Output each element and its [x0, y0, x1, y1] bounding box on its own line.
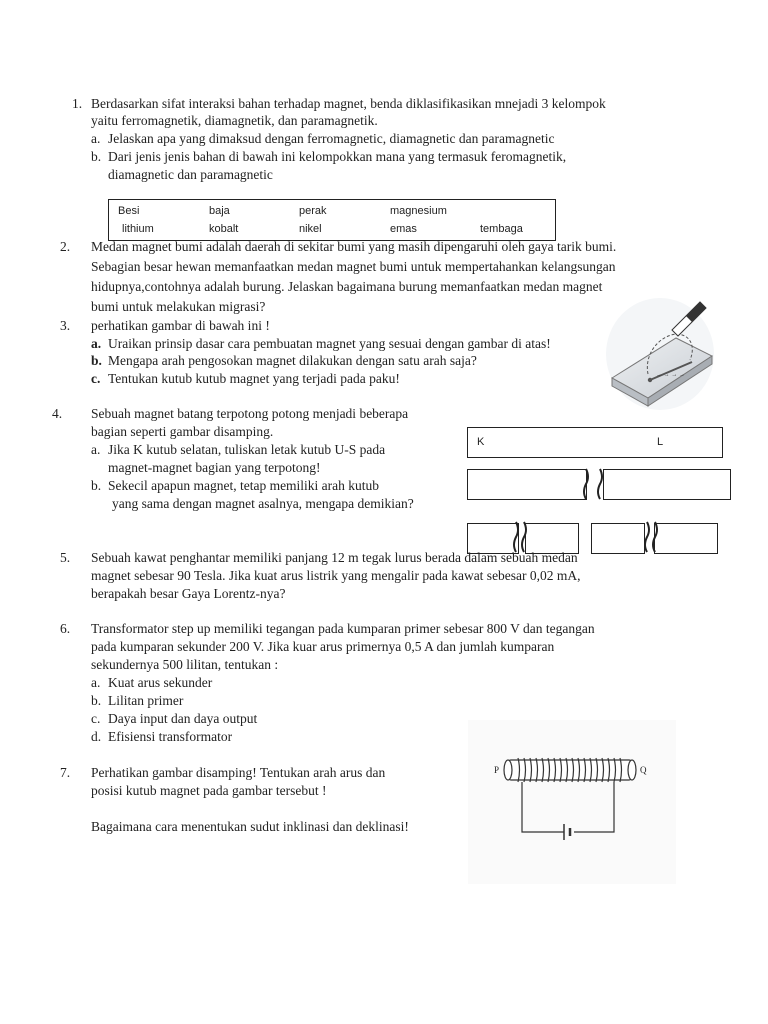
q2-number: 2. [60, 239, 71, 254]
q6-text-line2: pada kumparan sekunder 200 V. Jika kuar arus primernya 0,5 A dan jumlah kumparan [91, 639, 555, 654]
q7-number: 7. [60, 765, 71, 780]
q6-item-label: d. [91, 729, 102, 744]
q5-text-line2: magnet sebesar 90 Tesla. Jika kuat arus listrik yang mengalir pada kawat sebesar 0,02 mA, [91, 568, 581, 583]
q3-number: 3. [60, 318, 71, 333]
q4b-text-line2: yang sama dengan magnet asalnya, mengapa demikian? [112, 496, 414, 511]
q3b-text: Mengapa arah pengosokan magnet dilakukan dengan satu arah saja? [108, 353, 477, 368]
q1a-label: a. [91, 131, 101, 146]
q6-item-label: a. [91, 675, 101, 690]
coil-p-label: P [494, 765, 500, 775]
q7-text-line2: posisi kutub magnet pada gambar tersebut ! [91, 783, 327, 798]
material-item: Besi [118, 205, 140, 217]
q4-number: 4. [52, 406, 63, 421]
cut-marks [460, 460, 740, 560]
q6-item-label: c. [91, 711, 101, 726]
materials-table [108, 199, 556, 241]
q7-text-line3: Bagaimana cara menentukan sudut inklinasi dan deklinasi! [91, 819, 409, 834]
q4b-text-line1: Sekecil apapun magnet, tetap memiliki arah kutub [108, 478, 380, 493]
material-item: nikel [299, 223, 322, 235]
material-item: magnesium [390, 205, 447, 217]
q4-text-line1: Sebuah magnet batang terpotong potong menjadi beberapa [91, 406, 409, 421]
q1-text-line2: yaitu ferromagnetik, diamagnetik, dan paramagnetik. [91, 113, 378, 128]
material-item: baja [209, 205, 230, 217]
q3c-text: Tentukan kutub kutub magnet yang terjadi pada paku! [108, 371, 400, 386]
solenoid-figure [468, 720, 676, 884]
magnet-stroking-figure [604, 294, 716, 412]
q3-text: perhatikan gambar di bawah ini ! [91, 318, 270, 333]
material-item: tembaga [480, 223, 523, 235]
q7-text-line1: Perhatikan gambar disamping! Tentukan arah arus dan [91, 765, 386, 780]
material-item: perak [299, 205, 327, 217]
q6-item-text: Kuat arus sekunder [108, 675, 213, 690]
q1-number: 1. [72, 96, 83, 111]
q4a-text-line2: magnet-magnet bagian yang terpotong! [108, 460, 321, 475]
q5-number: 5. [60, 550, 71, 565]
bar-magnet-whole [467, 427, 723, 458]
material-item: kobalt [209, 223, 239, 235]
q1-text-line1: Berdasarkan sifat interaksi bahan terhadap magnet, benda diklasifikasikan mnejadi 3 kelompok [91, 96, 606, 111]
material-item: lithium [122, 223, 154, 235]
q3a-label: a. [91, 336, 102, 351]
q1b-text-line2: diamagnetic dan paramagnetic [108, 167, 273, 182]
q2-text-line2: Sebagian besar hewan memanfaatkan medan magnet bumi untuk mempertahankan kelangsungan [91, 259, 616, 274]
coil-q-label: Q [640, 765, 647, 775]
q5-text-line1: Sebuah kawat penghantar memiliki panjang 12 m tegak lurus berada dalam sebuah medan [91, 550, 578, 565]
pole-k-label: K [477, 436, 485, 448]
q2-text-line4: bumi untuk melakukan migrasi? [91, 299, 266, 314]
q1b-label: b. [91, 149, 102, 164]
q5-text-line3: berapakah besar Gaya Lorentz-nya? [91, 586, 286, 601]
q2-text-line3: hidupnya,contohnya adalah burung. Jelaskan bagaimana burung memanfaatkan medan magnet [91, 279, 603, 294]
q6-item-text: Lilitan primer [108, 693, 184, 708]
q4b-label: b. [91, 478, 102, 493]
q6-item-label: b. [91, 693, 102, 708]
svg-text:→ → → →: → → → → [656, 372, 686, 378]
q6-item-text: Efisiensi transformator [108, 729, 233, 744]
q4a-text-line1: Jika K kutub selatan, tuliskan letak kutub U-S pada [108, 442, 386, 457]
q1a-text: Jelaskan apa yang dimaksud dengan ferromagnetic, diamagnetic dan paramagnetic [108, 131, 555, 146]
material-item: emas [390, 223, 417, 235]
q1b-text-line1: Dari jenis jenis bahan di bawah ini kelompokkan mana yang termasuk feromagnetik, [108, 149, 567, 164]
q6-number: 6. [60, 621, 71, 636]
q6-text-line1: Transformator step up memiliki tegangan pada kumparan primer sebesar 800 V dan tegangan [91, 621, 595, 636]
q4-text-line2: bagian seperti gambar disamping. [91, 424, 274, 439]
q6-text-line3: sekundernya 500 lilitan, tentukan : [91, 657, 279, 672]
q3c-label: c. [91, 371, 101, 386]
q3a-text: Uraikan prinsip dasar cara pembuatan magnet yang sesuai dengan gambar di atas! [108, 336, 551, 351]
q3b-label: b. [91, 353, 102, 368]
q6-item-text: Daya input dan daya output [108, 711, 258, 726]
pole-l-label: L [657, 436, 664, 448]
q4a-label: a. [91, 442, 101, 457]
q2-text-line1: Medan magnet bumi adalah daerah di sekitar bumi yang masih dipengaruhi oleh gaya tarik bumi. [91, 239, 617, 254]
